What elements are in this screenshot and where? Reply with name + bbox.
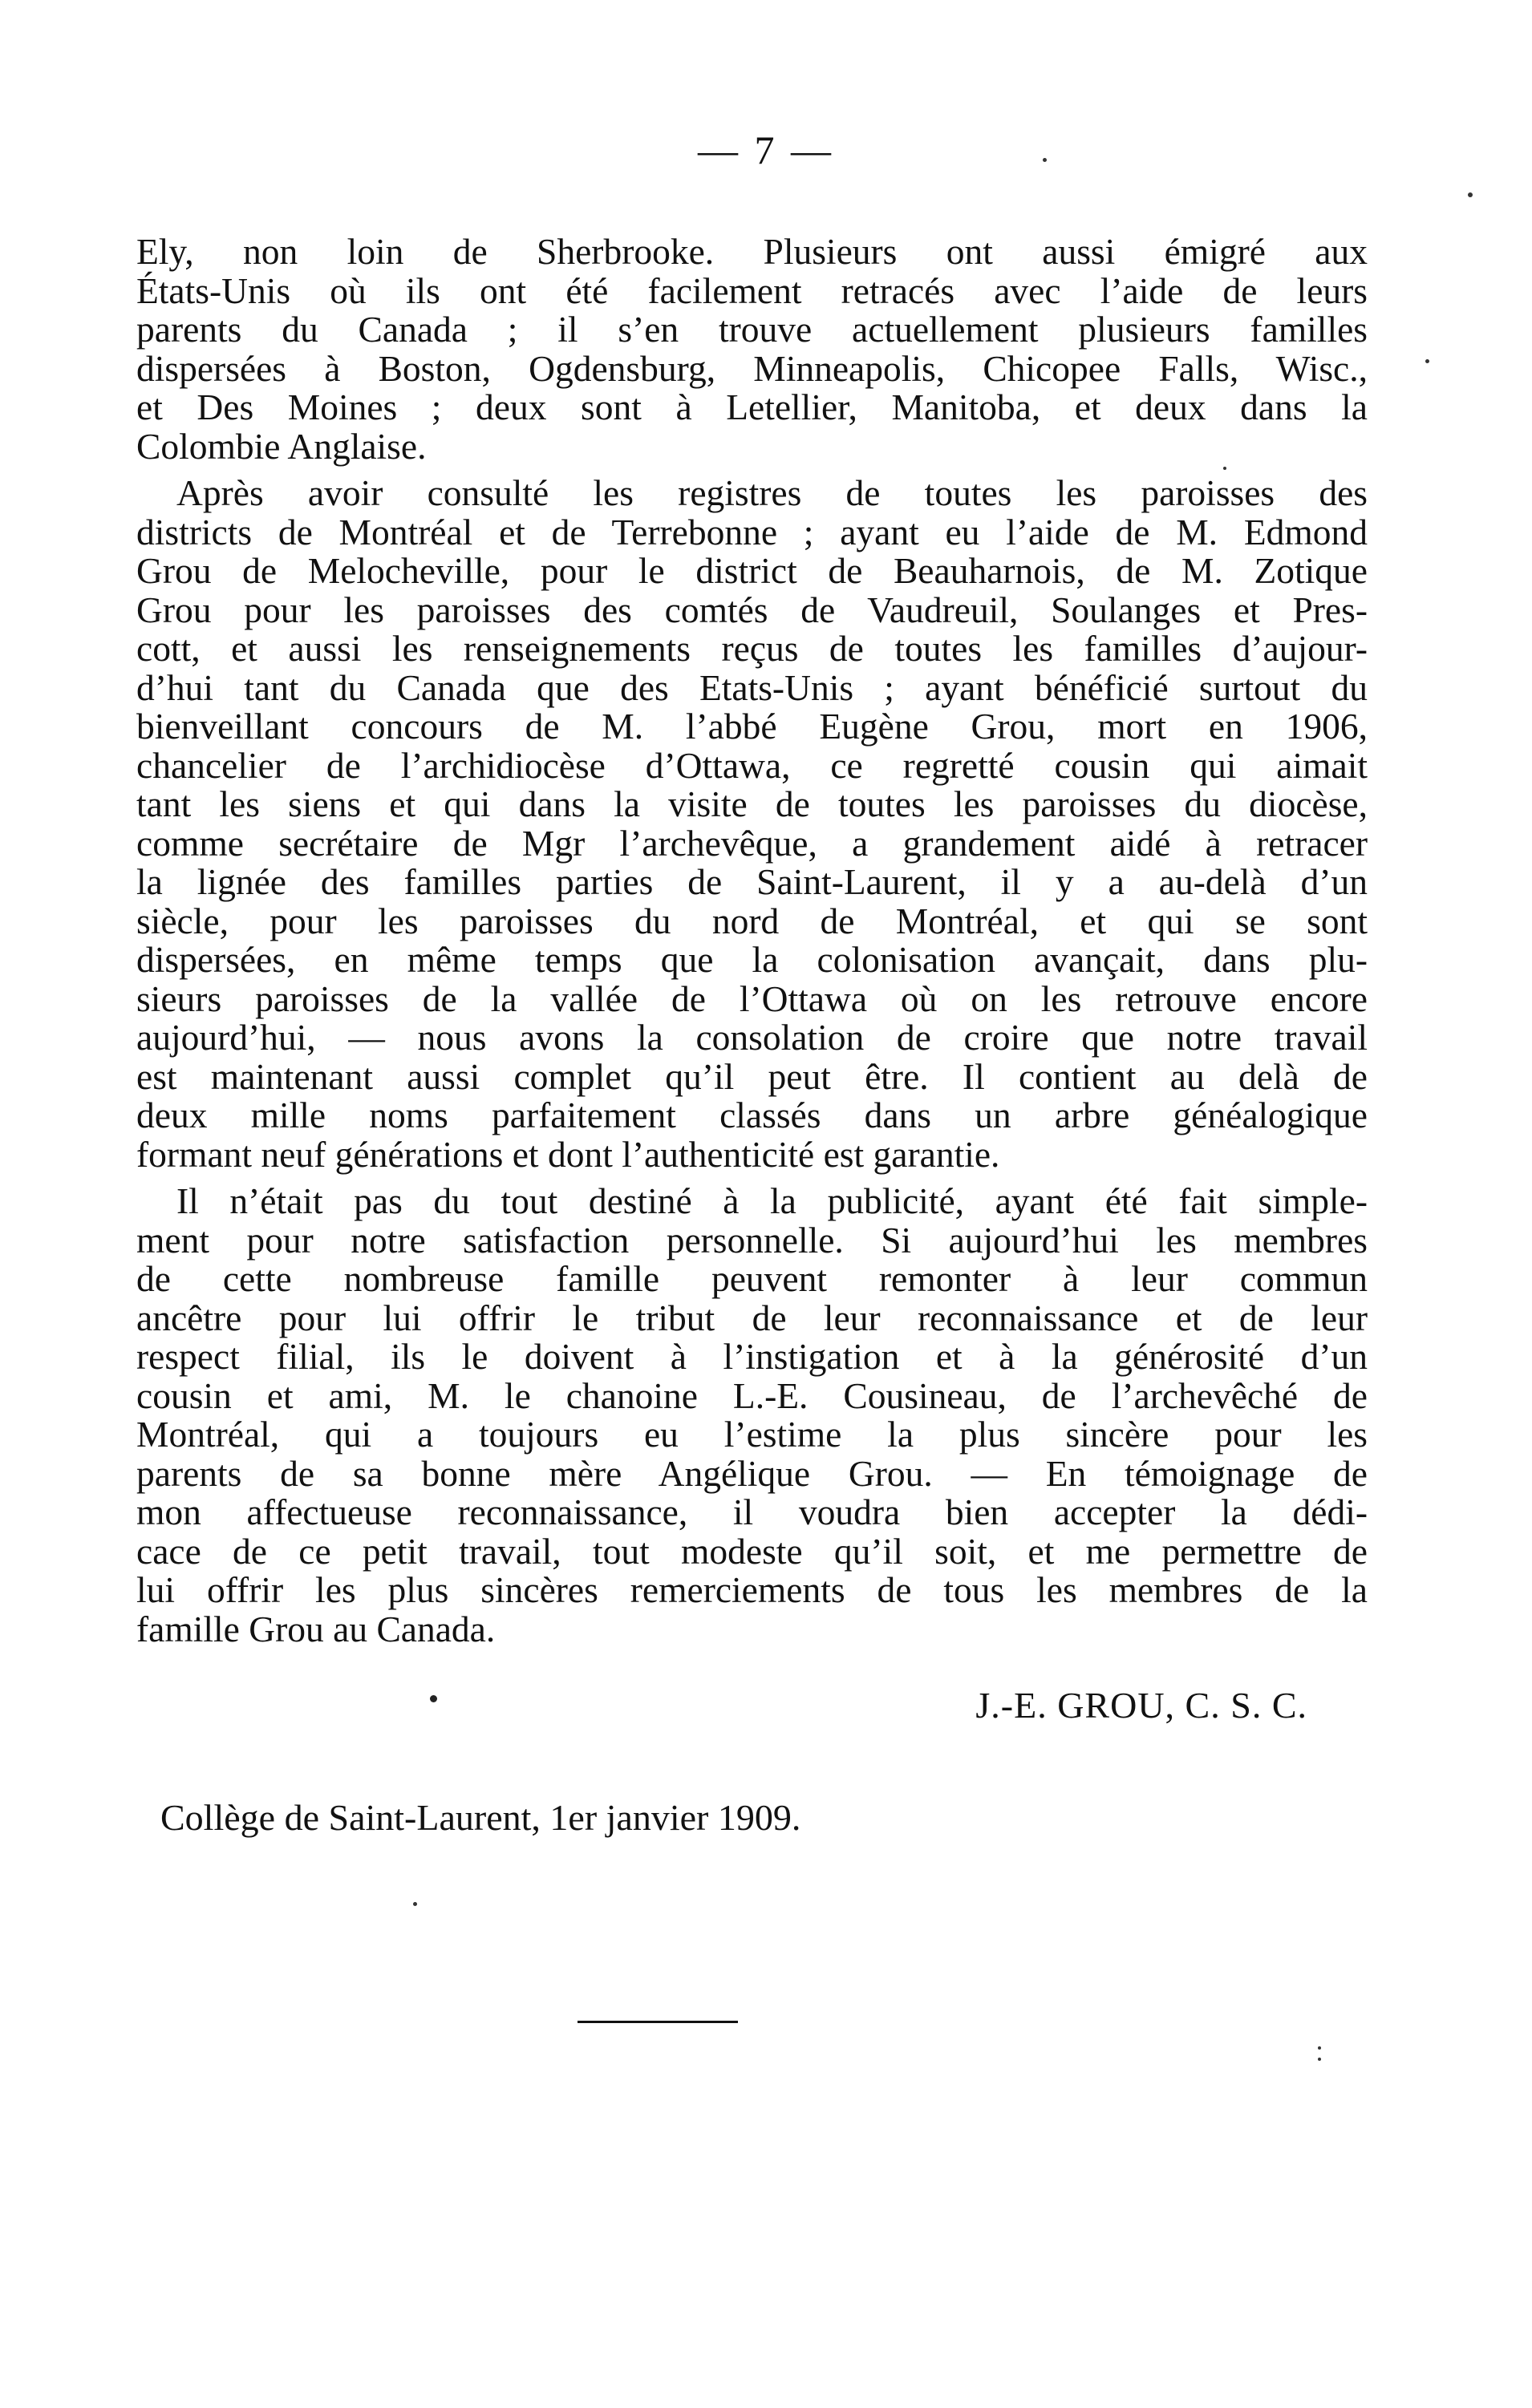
text-line: dispersées à Boston, Ogdensburg, Minneapolis, Chicopee Falls, Wisc.,	[136, 347, 1368, 389]
text-line: famille Grou au Canada.	[136, 1608, 496, 1649]
text-line: cousin et ami, M. le chanoine L.-E. Cousineau, de l’archevêché de	[136, 1374, 1368, 1416]
text-line: est maintenant aussi complet qu’il peut être. Il contient au delà de	[136, 1055, 1368, 1097]
text-line: États-Unis où ils ont été facilement retracés avec l’aide de leurs	[136, 269, 1368, 311]
text-line: districts de Montréal et de Terrebonne ; ayant eu l’aide de M. Edmond	[136, 511, 1368, 552]
print-speck	[1468, 192, 1473, 197]
text-line: comme secrétaire de Mgr l’archevêque, a grandement aidé à retracer	[136, 822, 1368, 864]
page-number: — 7 —	[698, 127, 834, 172]
text-line: bienveillant concours de M. l’abbé Eugène Grou, mort en 1906,	[136, 706, 1368, 747]
text-line: formant neuf générations et dont l’authenticité est garantie.	[136, 1133, 1000, 1175]
text-line: la lignée des familles parties de Saint-Laurent, il y a au-delà d’un	[136, 861, 1368, 902]
text-line: mon affectueuse reconnaissance, il voudra bien accepter la dédi-	[136, 1491, 1368, 1532]
text-line: aujourd’hui, — nous avons la consolation de croire que notre travail	[136, 1017, 1368, 1058]
text-line: ancêtre pour lui offrir le tribut de leur reconnaissance et de leur	[136, 1297, 1368, 1338]
text-line: Colombie Anglaise.	[136, 425, 427, 467]
closing-rule	[578, 2021, 738, 2023]
print-speck	[1223, 467, 1226, 470]
text-line: siècle, pour les paroisses du nord de Montréal, et qui se sont	[136, 900, 1368, 941]
text-line: Il n’était pas du tout destiné à la publicité, ayant été fait simple-	[176, 1180, 1368, 1221]
text-line: et Des Moines ; deux sont à Letellier, Manitoba, et deux dans la	[136, 386, 1368, 427]
text-line: Grou pour les paroisses des comtés de Vaudreuil, Soulanges et Pres-	[136, 589, 1368, 630]
print-speck	[1043, 158, 1047, 162]
text-line: cace de ce petit travail, tout modeste qu’il soit, et me permettre de	[136, 1530, 1368, 1572]
text-line: deux mille noms parfaitement classés dans un arbre généalogique	[136, 1095, 1368, 1135]
text-line: parents du Canada ; il s’en trouve actuellement plusieurs familles	[136, 309, 1368, 350]
text-line: chancelier de l’archidiocèse d’Ottawa, ce regretté cousin qui aimait	[136, 744, 1368, 786]
text-line: d’hui tant du Canada que des Etats-Unis ; ayant bénéficié surtout du	[136, 666, 1368, 708]
text-line: Ely, non loin de Sherbrooke. Plusieurs ont aussi émigré aux	[136, 231, 1368, 272]
paragraph	[136, 1182, 1368, 1649]
text-line: Après avoir consulté les registres de toutes les paroisses des	[176, 472, 1368, 513]
text-line: Montréal, qui a toujours eu l’estime la plus sincère pour les	[136, 1414, 1368, 1455]
ornament-dot	[430, 1695, 437, 1702]
text-line: dispersées, en même temps que la colonisation avançait, dans plu-	[136, 939, 1368, 980]
print-speck	[1425, 359, 1429, 363]
text-line: respect filial, ils le doivent à l’instigation et à la générosité d’un	[136, 1336, 1368, 1377]
text-line: sieurs paroisses de la vallée de l’Ottawa où on les retrouve encore	[136, 977, 1368, 1019]
text-line: parents de sa bonne mère Angélique Grou. — En témoignage de	[136, 1452, 1368, 1494]
paragraph	[136, 474, 1368, 1174]
text-line: de cette nombreuse famille peuvent remonter à leur commun	[136, 1258, 1368, 1299]
text-line: tant les siens et qui dans la visite de toutes les paroisses du diocèse,	[136, 783, 1368, 824]
print-speck	[1318, 2058, 1321, 2061]
body-text	[136, 233, 1368, 1649]
print-speck	[413, 1902, 417, 1906]
text-line: lui offrir les plus sincères remerciements de tous les membres de la	[136, 1569, 1368, 1610]
paragraph	[136, 233, 1368, 466]
text-line: cott, et aussi les renseignements reçus de toutes les familles d’aujour-	[136, 628, 1368, 669]
text-line: ment pour notre satisfaction personnelle. Si aujourd’hui les membres	[136, 1219, 1368, 1261]
print-speck	[1318, 2046, 1321, 2050]
text-line: Grou de Melocheville, pour le district de Beauharnois, de M. Zotique	[136, 550, 1368, 591]
dateline: Collège de Saint-Laurent, 1er janvier 1909.	[160, 1797, 801, 1838]
signature: J.-E. GROU, C. S. C.	[975, 1685, 1307, 1726]
